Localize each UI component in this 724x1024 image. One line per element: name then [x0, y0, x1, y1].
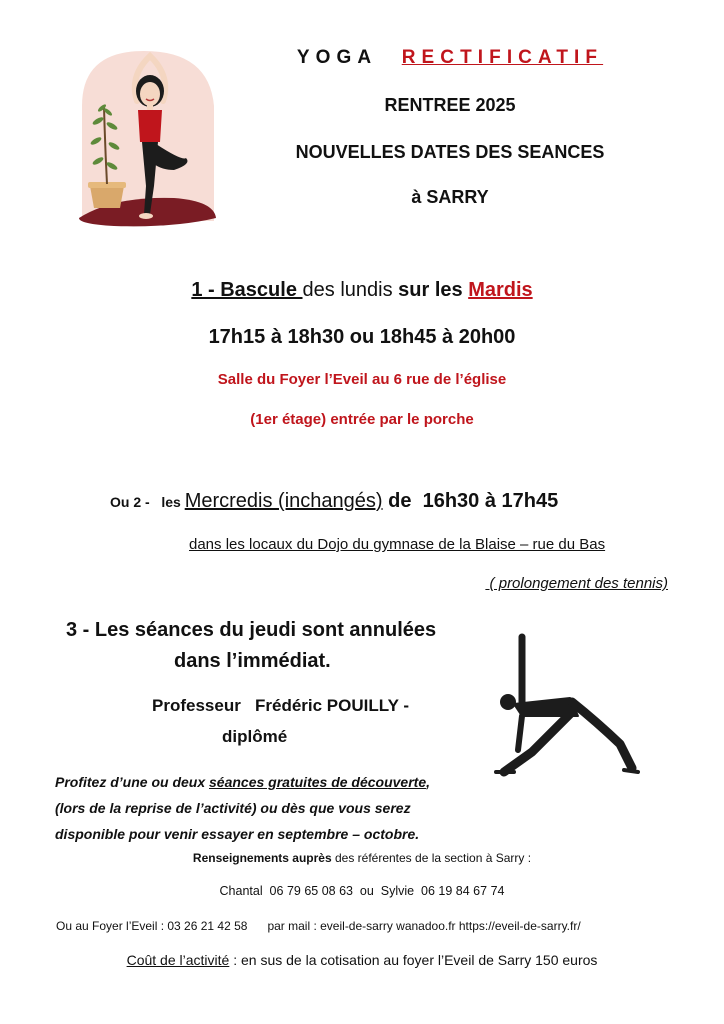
contact-info-bold: Renseignements auprès [192, 851, 332, 865]
option3-line2: dans l’immédiat. [174, 650, 331, 672]
option1-middle: des lundis [302, 279, 399, 301]
promo-line1-prefix: Profitez d’une ou deux [55, 774, 210, 790]
cost-line [0, 952, 724, 968]
promo-line2: (lors de la reprise de l’activité) ou dès que vous serez [55, 800, 411, 816]
teacher-line2: diplômé [222, 727, 288, 746]
option2-venue-line2: ( prolongement des tennis) [485, 575, 668, 592]
header-nouvelles-dates: NOUVELLES DATES DES SEANCES [295, 142, 605, 162]
promo-line3: disponible pour venir essayer en septembre – octobre. [55, 826, 420, 842]
contact-foyer: Ou au Foyer l’Eveil : 03 26 21 42 58 par mail : eveil-de-sarry wanadoo.fr https://eveil-de-sarry.fr/ [56, 919, 581, 933]
option1-day: Mardis [468, 279, 533, 301]
option2-times: de 16h30 à 17h45 [382, 490, 559, 512]
yoga-triangle-pose-silhouette-icon [492, 632, 642, 777]
cost-rest: : en sus de la cotisation au foyer l’Eveil de Sarry 150 euros [229, 952, 598, 968]
teacher-line1: Professeur Frédéric POUILLY - [152, 696, 409, 715]
option1-prefix: 1 - Bascule [191, 279, 303, 301]
header-rentree: RENTREE 2025 [384, 95, 516, 115]
contact-phones: Chantal 06 79 65 08 63 ou Sylvie 06 19 84 67 74 [219, 884, 505, 898]
option1-times: 17h15 à 18h30 ou 18h45 à 20h00 [208, 326, 516, 348]
option2-heading [110, 490, 558, 513]
option2-prefix: Ou 2 - les [110, 494, 185, 510]
option1-sur-les: sur les [398, 279, 469, 301]
contact-info [0, 851, 724, 865]
promo-free-sessions: séances gratuites de découverte [209, 774, 427, 790]
yoga-tree-pose-woman-icon [74, 46, 224, 228]
contact-info-rest: des référentes de la section à Sarry : [331, 851, 532, 865]
cost-label: Coût de l’activité [126, 952, 230, 968]
page-title [260, 47, 640, 69]
title-rectificatif: RECTIFICATIF [401, 47, 604, 68]
promo-line1 [55, 769, 430, 795]
option1-venue-line1: Salle du Foyer l’Eveil au 6 rue de l’église [217, 371, 507, 388]
promo-block [55, 769, 430, 847]
option3-line1: 3 - Les séances du jeudi sont annulées [66, 619, 437, 641]
promo-line1-suffix: , [426, 774, 431, 790]
title-yoga: YOGA [296, 47, 378, 68]
option2-venue-line1: dans les locaux du Dojo du gymnase de la Blaise – rue du Bas [189, 536, 606, 553]
option2-day: Mercredis (inchangés) [184, 490, 383, 512]
option1-venue-line2: (1er étage) entrée par le porche [250, 411, 474, 428]
header-lieu: à SARRY [411, 187, 489, 207]
option1-heading [0, 279, 724, 302]
